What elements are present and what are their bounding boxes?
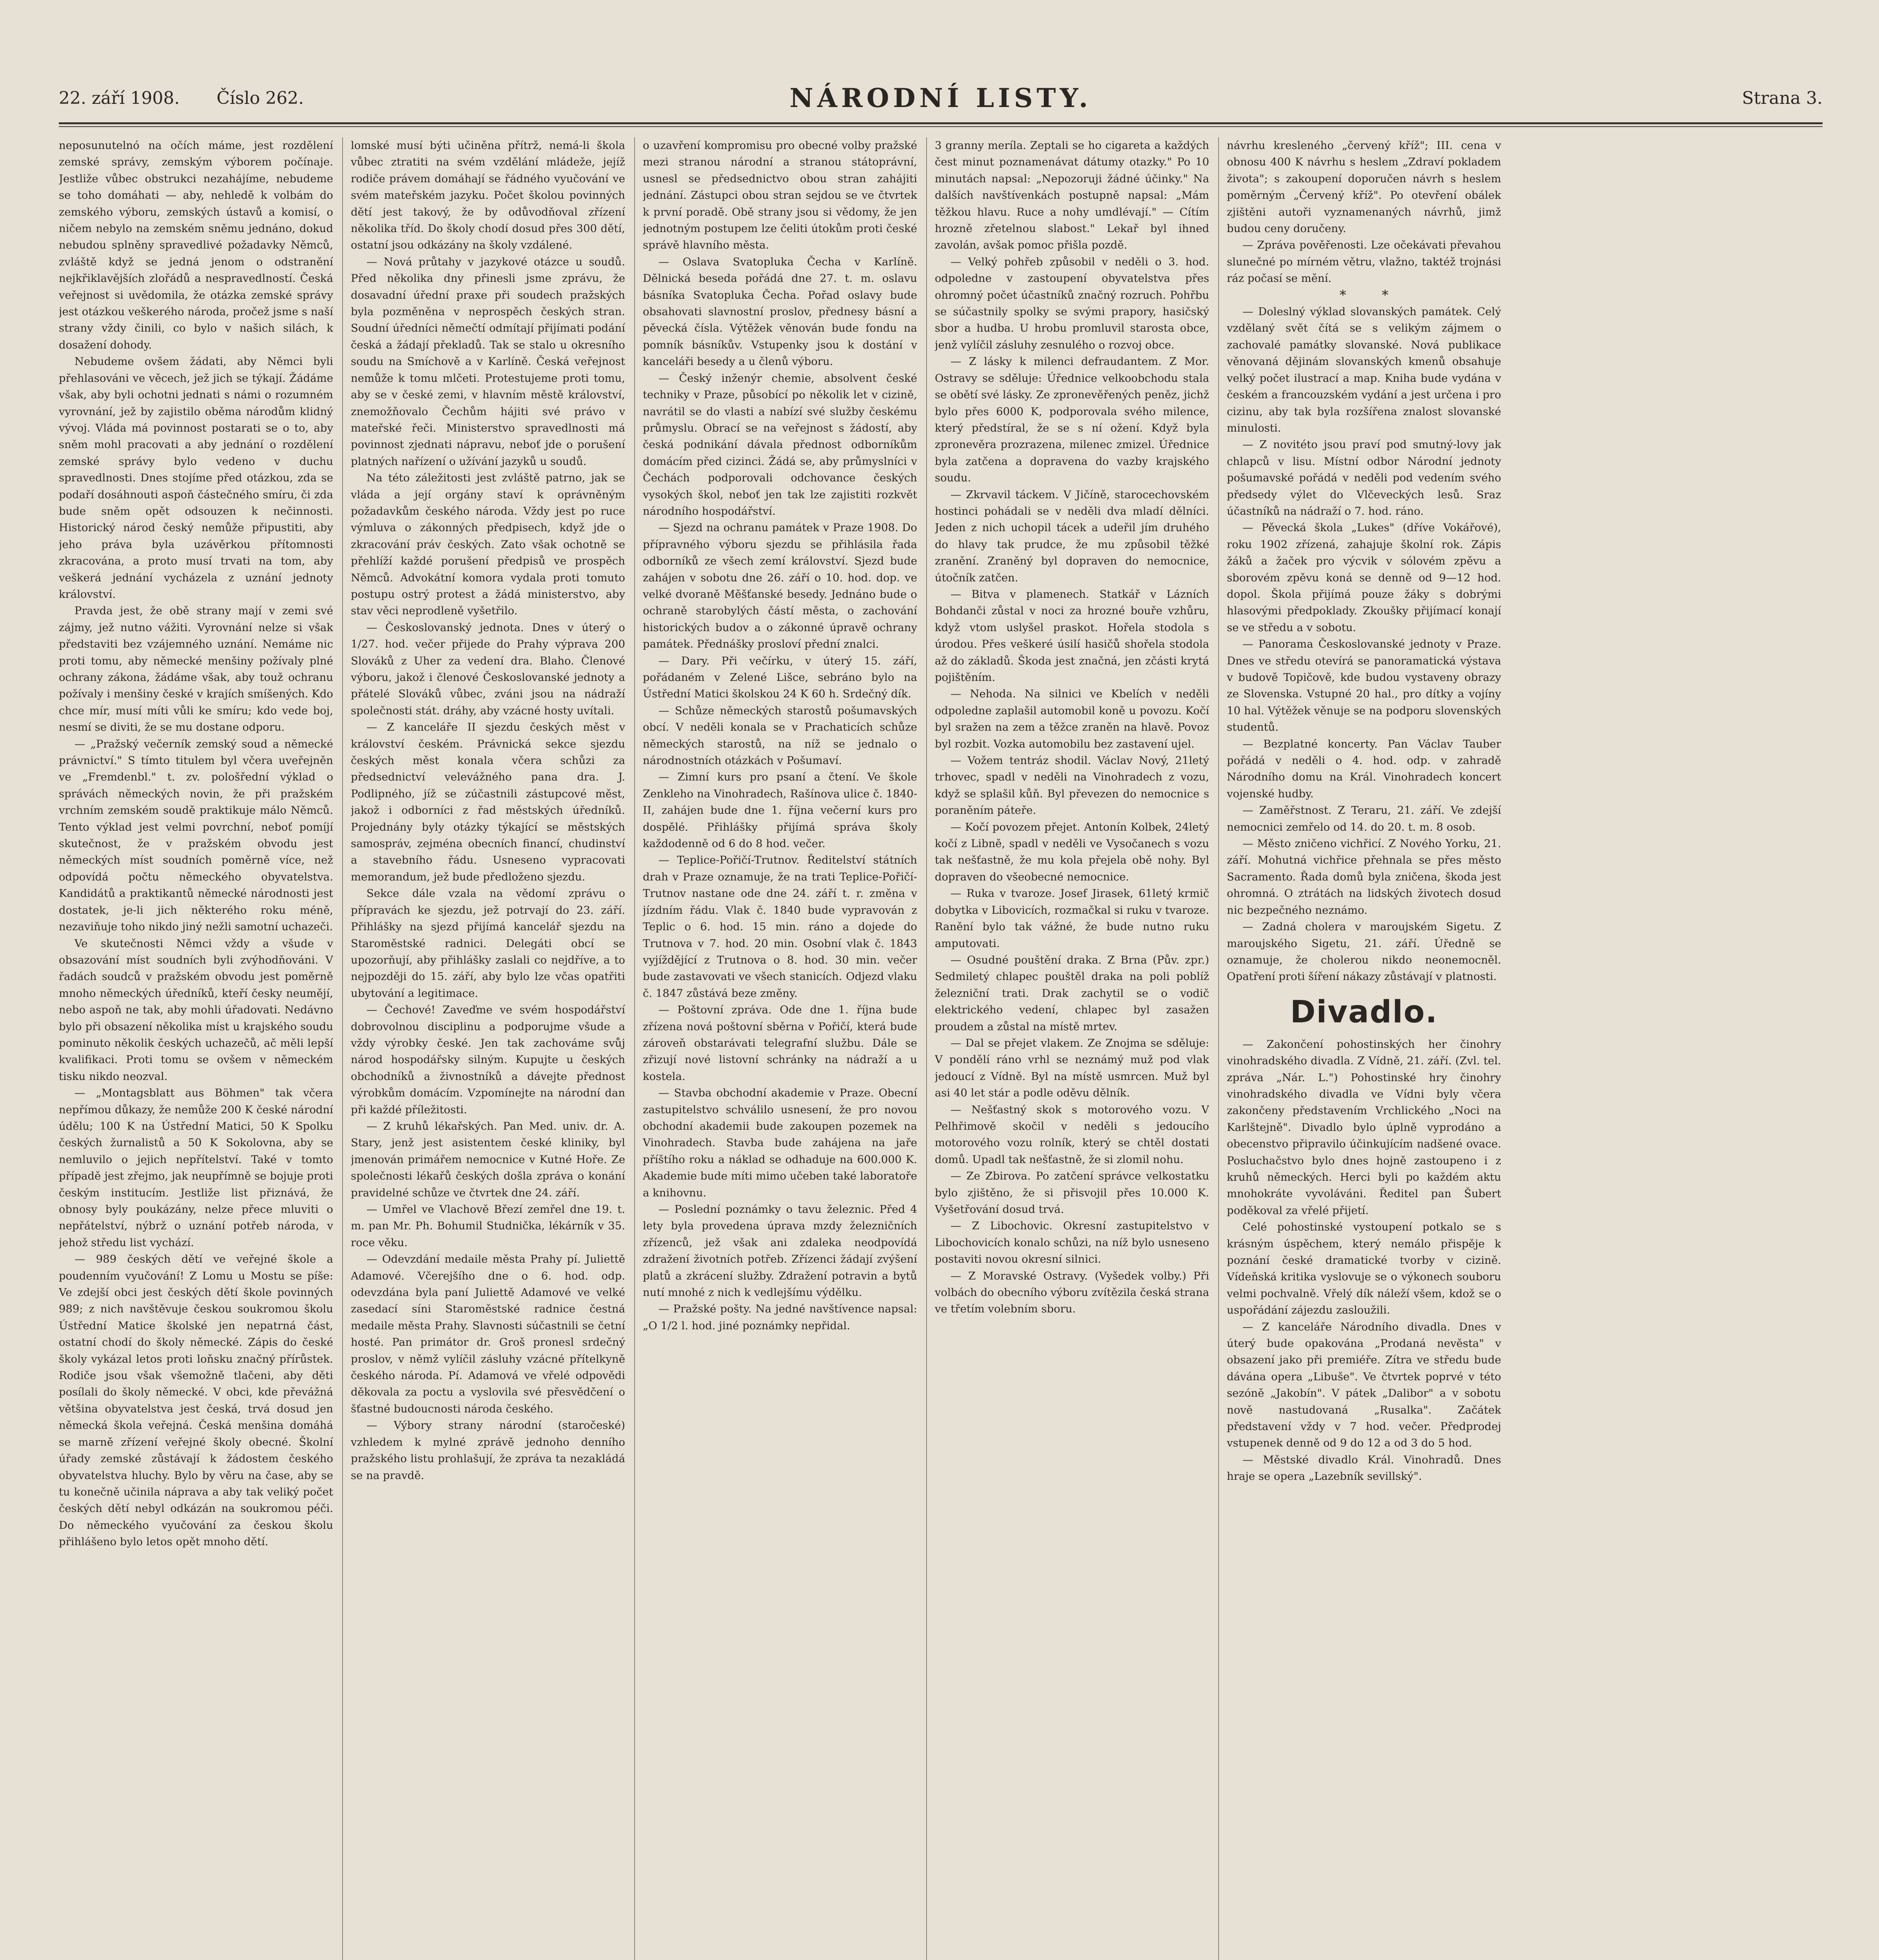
article-paragraph: — Dal se přejet vlakem. Ze Znojma se sděluje: V pondělí ráno vrhl se neznámý muž pod vlak jedoucí z Vídně. Byl na místě usmrcen. Muž byl asi 40 let stár a podle oděvu dělník.	[935, 1036, 1209, 1100]
article-paragraph: — Ruka v tvaroze. Josef Jirasek, 61letý krmič dobytka v Libovicích, rozmačkal si ruku v tvaroze. Ranění bylo tak vážné, že bude nutno ruku amputovati.	[935, 887, 1209, 950]
article-paragraph: — Z kruhů lékařských. Pan Med. univ. dr. A. Stary, jenž jest asistentem české kliniky, byl jmenován primářem nemocnice v Kutné Hoře. Ze společnosti lékařů českých došla zpráva o konání pravidelné schůze ve čtvrtek dne 24. září.	[351, 1120, 625, 1199]
page-header	[59, 80, 1823, 116]
column-3	[643, 137, 917, 1960]
column-divider	[1218, 137, 1219, 1960]
article-paragraph: — Z kanceláře II sjezdu českých měst v království českém. Právnická sekce sjezdu českých měst konala včera schůzi za předsednictví velevážného pana dra. J. Podlipného, jíž se zúčastnili zástupcové měst, jakož i odborníci z řad městských úředníků. Projednány byly otázky týkající se městských samospráv, zejména obecních financí, chudinství a stavebního řádu. Usneseno vypracovati memorandum, jež bude předloženo sjezdu.	[351, 721, 625, 883]
page-number: Strana 3.	[1742, 88, 1823, 108]
article-paragraph: o uzavření kompromisu pro obecné volby pražské mezi stranou národní a stranou státoprávní, usnesl se předsednictvo obou stran zahájiti jednání. Zástupci obou stran sejdou se ve čtvrtek k první poradě. Obě strany jsou si vědomy, že jen jednotným postupem lze čeliti útokům proti české správě hlavního města.	[643, 139, 917, 252]
article-paragraph: — Zimní kurs pro psaní a čtení. Ve škole Zenkleho na Vinohradech, Rašínova ulice č. 1840-II, zahájen bude dne 1. října večerní kurs pro dospělé. Přihlášky přijímá správa školy každodenně od 6 do 8 hod. večer.	[643, 771, 917, 850]
article-paragraph: — Město zničeno vichřicí. Z Nového Yorku, 21. září. Mohutná vichřice přehnala se přes město Sacramento. Řada domů byla zničena, škoda jest ohromná. O ztrátách na lidských životech dosud nic bezpečného neznámo.	[1227, 837, 1501, 916]
article-paragraph: — Poštovní zpráva. Ode dne 1. října bude zřízena nová poštovní sběrna v Pořičí, která bude zároveň obstarávati telegrafní službu. Dále se zřizují nové listovní schránky na nádraží a u kostela.	[643, 1004, 917, 1083]
article-paragraph: — Stavba obchodní akademie v Praze. Obecní zastupitelstvo schválilo usnesení, že pro novou obchodní akademii bude zakoupen pozemek na Vinohradech. Stavba bude zahájena na jaře příštího roku a náklad se odhaduje na 600.000 K. Akademie bude míti mimo učeben také laboratoře a knihovnu.	[643, 1087, 917, 1199]
article-paragraph: — Pěvecká škola „Lukes" (dříve Vokářové), roku 1902 zřízená, zahajuje školní rok. Zápis žáků a žaček pro výcvik v sólovém zpěvu a sborovém zpěvu koná se denně od 9—12 hod. dopol. Škola přijímá pouze žáky s dobrými hlasovými předpoklady. Zkoušky přijímací konají se ve středu a v sobotu.	[1227, 521, 1501, 634]
article-paragraph: — Oslava Svatopluka Čecha v Karlíně. Dělnická beseda pořádá dne 27. t. m. oslavu básníka Svatopluka Čecha. Pořad oslavy bude obsahovati slavnostní proslov, přednesy básní a pěvecká čísla. Výtěžek věnován bude fondu na pomník básníkův. Vstupenky jsou k dostání v kanceláři besedy a u členů výboru.	[643, 255, 917, 368]
article-paragraph: Nebudeme ovšem žádati, aby Němci byli přehlasováni ve věcech, jež jich se týkají. Žádáme však, aby byli ochotni jednati s námi o rozumném vyrovnání, jež by zajistilo oběma národům klidný vývoj. Vláda má povinnost postarati se o to, aby sněm mohl pracovati a aby jednání o rozdělení zemské správy bylo vedeno v duchu spravedlnosti. Dnes stojíme před otázkou, zda se podaří dosáhnouti aspoň částečného smíru, či zda bude sněm opět odsouzen k nečinnosti. Historický národ český nemůže připustiti, aby jeho práva byla uzávěrkou přítomnosti zkracována, a proto musí trvati na tom, aby veškerá jednání vycházela z uznání jednoty království.	[59, 355, 333, 601]
article-paragraph: neposunutelnó na očích máme, jest rozdělení zemské správy, zemským výborem počínaje. Jestliže vůbec obstrukci nezahájíme, nebudeme se toho domáhati — aby, nehledě k volbám do zemského výboru, zemských ústavů a komisí, o ničem nebylo na zemském sněmu jednáno, dokud nebudou splněny spravedlivé požadavky Němců, zvláště když se jedná jenom o odstranění nejkřiklavějších zlořádů a nespravedlností. Česká veřejnost si uvědomila, že otázka zemské správy jest otázkou veškerého národa, pročež jsme s naší strany vždy činili, co bylo v našich silách, k dosažení dohody.	[59, 139, 333, 351]
article-paragraph: — Panorama Českoslovanské jednoty v Praze. Dnes ve středu otevírá se panoramatická výstava v budově Topičově, kde budou vystaveny obrazy ze Slovenska. Vstupné 20 hal., pro dítky a vojíny 10 hal. Výtěžek věnuje se na podporu slovenských studentů.	[1227, 638, 1501, 734]
column-4	[935, 137, 1209, 1960]
article-paragraph: — Městské divadlo Král. Vinohradů. Dnes hraje se opera „Lazebník sevillský".	[1227, 1453, 1501, 1483]
article-paragraph: Pravda jest, že obě strany mají v zemi své zájmy, jež nutno vážiti. Vyrovnání nelze si však představiti bez vzájemného uznání. Nemáme nic proti tomu, aby německé menšiny požívaly plné ochrany zákona, žádáme však, aby touž ochranu požívaly i menšiny české v krajích smíšených. Kdo chce mír, musí míti vůli ke smíru; kdo vede boj, nesmí se diviti, že se mu dostane odporu.	[59, 604, 333, 734]
issue-number: Číslo 262.	[216, 88, 304, 108]
article-paragraph: — Z kanceláře Národního divadla. Dnes v úterý bude opakována „Prodaná nevěsta" v obsazení jako při premiéře. Zítra ve středu bude dávána opera „Libuše". Ve čtvrtek poprvé v této sezóně „Jakobín". V pátek „Dalibor" a v sobotu nově nastudovaná „Rusalka". Začátek představení vždy v 7 hod. večer. Předprodej vstupenek denně od 9 do 12 a od 3 do 5 hod.	[1227, 1320, 1501, 1450]
article-paragraph: — Zpráva pověřenosti. Lze očekávati převahou slunečné po mírném větru, vlažno, taktéž trojnási ráz počasí se mění.	[1227, 239, 1501, 285]
section-separator: * *	[1339, 287, 1404, 303]
article-paragraph: — Bezplatné koncerty. Pan Václav Tauber pořádá v neděli o 4. hod. odp. v zahradě Národního domu na Král. Vinohradech koncert vojenské hudby.	[1227, 737, 1501, 800]
article-paragraph: — Vožem tentráz shodil. Václav Nový, 21letý trhovec, spadl v neděli na Vinohradech z vozu, když se splašil kůň. Byl převezen do nemocnice s poraněním páteře.	[935, 754, 1209, 817]
article-paragraph: lomské musí býti učiněna přítrž, nemá-li škola vůbec ztratiti na svém vzdělání mládeže, jejíž rodiče právem domáhají se řádného vyučování ve svém mateřském jazyku. Počet školou povinných dětí jest takový, že by odůvodňoval zřízení několika tříd. Do školy chodí dosud přes 300 dětí, ostatní jsou odkázány na školy vzdálené.	[351, 139, 625, 252]
article-paragraph: Sekce dále vzala na vědomí zprávu o přípravách ke sjezdu, jež potrvají do 23. září. Přihlášky na sjezd přijímá kancelář sjezdu na Staroměstské radnici. Delegáti obcí se upozorňují, aby přihlášky zaslali co nejdříve, a to nejpozději do 15. září, aby bylo lze včas opatřiti ubytování a legitimace.	[351, 887, 625, 1000]
column-divider	[342, 137, 343, 1960]
issue-date: 22. září 1908.	[59, 88, 180, 108]
masthead-title: NÁRODNÍ LISTY.	[789, 83, 1092, 113]
article-paragraph: Na této záležitosti jest zvláště patrno, jak se vláda a její orgány staví k oprávněným požadavkům českého národa. Vždy jest po ruce výmluva o zákonných předpisech, když jde o zkracování práv českých. Zato však ochotně se přehlíží každé porušení předpisů ve prospěch Němců. Advokátní komora vydala proti tomuto postupu ostrý protest a žádá ministerstvo, aby stav věci neprodleně vyšetřilo.	[351, 472, 625, 617]
article-paragraph: — Ze Zbirova. Po zatčení správce velkostatku bylo zjištěno, že si přisvojil přes 10.000 K. Vyšetřování dosud trvá.	[935, 1170, 1209, 1216]
article-paragraph: — Schůze německých starostů pošumavských obcí. V neděli konala se v Prachaticích schůze německých starostů, na níž se jednalo o národnostních otázkách v Pošumaví.	[643, 704, 917, 767]
article-paragraph: — Výbory strany národní (staročeské) vzhledem k mylné zprávě jednoho denního pražského listu prohlašují, že zpráva ta nezakládá se na pravdě.	[351, 1419, 625, 1482]
column-1	[59, 137, 333, 1960]
column-5	[1227, 137, 1501, 1960]
article-paragraph: — Dary. Při večírku, v úterý 15. září, pořádaném v Zelené Lišce, sebráno bylo na Ústřední Matici školskou 24 K 60 h. Srdečný dík.	[643, 654, 917, 701]
article-paragraph: — Teplice-Pořičí-Trutnov. Ředitelství státních drah v Praze oznamuje, že na trati Teplice-Pořičí-Trutnov nastane ode dne 24. září t. r. změna v jízdním řádu. Vlak č. 1840 bude vypravován z Teplic o 6. hod. 15 min. ráno a dojede do Trutnova v 7. hod. 20 min. Osobní vlak č. 1843 vyjíždějící z Trutnova o 8. hod. 30 min. večer bude zastavovati ve všech stanicích. Odjezd vlaku č. 1847 zůstává beze změny.	[643, 854, 917, 1000]
article-paragraph: Ve skutečnosti Němci vždy a všude v obsazování míst soudních byli zvýhodňováni. V řadách soudců v pražském obvodu jest poměrně mnoho německých úředníků, kteří česky neumějí, nebo aspoň ne tak, aby mohli úřadovati. Nedávno bylo při obsazení několika míst u krajského soudu pominuto několik českých uchazečů, ač měli lepší kvalifikaci. Proti tomu se ovšem v německém tisku nikdo neozval.	[59, 937, 333, 1083]
article-paragraph: — „Montagsblatt aus Böhmen" tak včera nepřímou důkazy, že nemůže 200 K české národní údělu; 100 K na Ústřední Matici, 50 K Spolku českých žurnalistů a 50 K Sokolovna, aby se nemluvilo o jejich nepřítelství. Také v tomto případě jest zřejmo, jak neupřímně se bojuje proti českým institucím. Jestliže list přiznává, že obnosy byly poukázány, nelze přece mluviti o nepřátelství, nýbrž o uznání potřeb národa, v jehož středu list vychází.	[59, 1087, 333, 1249]
article-paragraph: — Zadná cholera v maroujském Sigetu. Z maroujského Sigetu, 21. září. Úředně se oznamuje, že cholerou nikdo neonemocněl. Opatření proti šíření nákazy zůstávají v platnosti.	[1227, 920, 1501, 983]
column-divider	[926, 137, 927, 1960]
column-2	[351, 137, 625, 1960]
article-paragraph: — Nešťastný skok s motorového vozu. V Pelhřimově skočil v neděli s jedoucího motorového vozu rolník, který se chtěl dostati domů. Upadl tak nešťastně, že si zlomil nohu.	[935, 1103, 1209, 1166]
article-paragraph: — 989 českých dětí ve veřejné škole a poudenním vyučování! Z Lomu u Mostu se píše: Ve zdejší obci jest českých dětí škole povinných 989; z nich navštěvuje českou soukromou školu Ústřední Matice školské jen nepatrná část, ostatní chodí do školy německé. Zápis do české školy vykázal letos proti loňsku značný přírůstek. Rodiče jsou však všemožně tlačeni, aby děti posílali do školy německé. V obci, kde převážná většina obyvatelstva jest česká, trvá dosud jen německá škola veřejná. Česká menšina domáhá se marně zřízení veřejné školy obecné. Školní úřady zemské zůstávají k žádostem českého obyvatelstva hluchy. Bylo by věru na čase, aby se tu konečně učinila náprava a aby tak veliký počet českých dětí nebyl odkázán na soukromou péči. Do německého vyučování za českou školu přihlášeno bylo letos opět mnoho dětí.	[59, 1253, 333, 1548]
article-paragraph: — Kočí povozem přejet. Antonín Kolbek, 24letý kočí z Libně, spadl v neděli ve Vysočanech s vozu tak nešťastně, že mu kola přejela obě nohy. Byl dopraven do všeobecné nemocnice.	[935, 820, 1209, 883]
article-paragraph: — Velký pohřeb způsobil v neděli o 3. hod. odpoledne v zastoupení obyvatelstva přes ohromný počet účastníků značný rozruch. Pohřbu se súčastnily spolky se svými prapory, hasičský sbor a hudba. U hrobu promluvil starosta obce, jenž vylíčil zásluhy zesnulého o rozvoj obce.	[935, 255, 1209, 351]
article-paragraph: — „Pražský večerník zemský soud a německé právnictví." S tímto titulem byl včera uveřejněn ve „Fremdenbl." t. zv. pološřední výklad o správách německých novin, že při pražském vrchním zemském soudě praktikuje málo Němců. Tento výklad jest velmi povrchní, neboť pomíjí skutečnost, že v pražském obvodu jest německých míst soudních poměrně více, než odpovídá počtu německého obyvatelstva. Kandidátů a praktikantů německé národnosti jest dostatek, je-li jich některého roku méně, nezaviňuje toho nikdo jiný nežli samotní uchazeči.	[59, 737, 333, 933]
article-paragraph: návrhu kresleného „červený kříž"; III. cena v obnosu 400 K návrhu s heslem „Zdraví pokladem života"; s zakoupení doporučen návrh s heslem poměrným „Červený kříž". Po otevření obálek zjištěni autoři vyznamenaných návrhů, jimž budou ceny doručeny.	[1227, 139, 1501, 235]
article-paragraph: — Z lásky k milenci defraudantem. Z Mor. Ostravy se sděluje: Úřednice velkoobchodu stala se obětí své lásky. Ze zpronevěřených peněz, jichž bylo přes 6000 K, podporovala svého milence, který předstíral, že se s ní ožení. Když byla zpronevěra prozrazena, milenec zmizel. Úřednice byla zatčena a dopravena do vazby krajského soudu.	[935, 355, 1209, 485]
section-heading-divadlo: Divadlo.	[1290, 994, 1438, 1030]
article-paragraph: — Pražské pošty. Na jedné navštívence napsal: „O 1/2 l. hod. jiné poznámky nepřidal.	[643, 1303, 917, 1332]
article-paragraph: — Z novitéto jsou praví pod smutný-lovy jak chlapců v lisu. Místní odbor Národní jednoty pošumavské pořádá v neděli pod vedením svého předsedy výlet do Vlčeveckých lesů. Sraz účastníků na nádraží o 7. hod. ráno.	[1227, 438, 1501, 517]
article-paragraph: — Poslední poznámky o tavu železnic. Před 4 lety byla provedena úprava mzdy železničních zřízenců, jež však ani zdaleka neodpovídá zdražení životních potřeb. Zřízenci žádají zvýšení platů a zkrácení služby. Zdražení potravin a bytů nutí mnohé z nich k vedlejšímu výdělku.	[643, 1203, 917, 1299]
article-paragraph: — Odevzdání medaile města Prahy pí. Juliettě Adamové. Včerejšího dne o 6. hod. odp. odevzdána byla paní Juliettě Adamové ve velké zasedací síni Staroměstské radnice čestná medaile města Prahy. Slavnosti súčastnili se četní hosté. Pan primátor dr. Groš pronesl srdečný proslov, v němž vylíčil zásluhy vzácné přítelkyně českého národa. Pí. Adamová ve vřelé odpovědi děkovala za poctu a vyslovila své přesvědčení o šťastné budoucnosti národa českého.	[351, 1253, 625, 1415]
article-paragraph: — Umřel ve Vlachově Březí zemřel dne 19. t. m. pan Mr. Ph. Bohumil Studnička, lékárník v 35. roce věku.	[351, 1203, 625, 1249]
article-paragraph: — Osudné pouštění draka. Z Brna (Pův. zpr.) Sedmiletý chlapec pouštěl draka na poli poblíž železniční trati. Drak zachytil se o vodič elektrického vedení, chlapec byl zasažen proudem a zůstal na místě mrtev.	[935, 953, 1209, 1033]
article-paragraph: Celé pohostinské vystoupení potkalo se s krásným úspěchem, který nemálo přispěje k poznání české dramatické tvorby v cizině. Vídeňská kritika vyslovuje se o výkonech souboru velmi pochvalně. Vřelý dík náleží všem, kdož se o uspořádání zájezdu zasloužili.	[1227, 1221, 1501, 1317]
article-paragraph: — Čechové! Zaveďme ve svém hospodářství dobrovolnou disciplinu a podporujme všude a vždy výrobky české. Jen tak zachováme svůj národ hospodářsky silným. Kupujte u českých obchodníků a živnostníků a dávejte přednost výrobkům domácím. Vzpomínejte na národní dan při každé příležitosti.	[351, 1004, 625, 1116]
article-paragraph: — Zaměřstnost. Z Teraru, 21. září. Ve zdejší nemocnici zemřelo od 14. do 20. t. m. 8 osob.	[1227, 804, 1501, 833]
article-paragraph: — Nehoda. Na silnici ve Kbelích v neděli odpoledne zaplašil automobil koně u povozu. Kočí byl sražen na zem a těžce zraněn na hlavě. Povoz byl rozbit. Vozka automobilu bez zastavení ujel.	[935, 688, 1209, 750]
article-paragraph: — Nová průtahy v jazykové otázce u soudů. Před několika dny přinesli jsme zprávu, že dosavadní úřední praxe při soudech pražských byla pozměněna v neprospěch českých stran. Soudní úředníci němečtí odmítají přijímati podání česká a žádají překladů. Tak se stalo u okresního soudu na Smíchově a v Karlíně. Česká veřejnost nemůže k tomu mlčeti. Protestujeme proti tomu, aby se v české zemi, v hlavním městě království, znemožňovalo Čechům hájiti své právo v mateřské řeči. Ministerstvo spravedlnosti má povinnost zjednati nápravu, neboť jde o porušení platných nařízení o užívání jazyků u soudů.	[351, 255, 625, 468]
article-paragraph: — Českoslovanský jednota. Dnes v úterý o 1/27. hod. večer přijede do Prahy výprava 200 Slováků z Uher za vedení dra. Blaho. Členové výboru, jakož i členové Českoslovanské jednoty a přátelé Slováků vůbec, zváni jsou na nádraží společnosti stát. dráhy, aby vzácné hosty uvítali.	[351, 621, 625, 717]
header-rule	[59, 122, 1823, 124]
article-paragraph: — Doleslný výklad slovanských památek. Celý vzdělaný svět čítá se s velikým zájmem o zachovalé památky slovanské. Nová publikace věnovaná dějinám slovanských kmenů obsahuje velký počet ilustrací a map. Kniha bude vydána v českém a francouzském vydání a jest určena i pro cizinu, aby tak byla rozšířena znalost slovanské minulosti.	[1227, 305, 1501, 434]
article-paragraph: — Zkrvavil táckem. V Jičíně, starocechovském hostinci pohádali se v neděli dva mladí dělníci. Jeden z nich uchopil tácek a udeřil jím druhého do hlavy tak prudce, že mu způsobil těžké zranění. Zraněný byl dopraven do nemocnice, útočník zatčen.	[935, 488, 1209, 584]
article-paragraph: 3 granny meríla. Zeptali se ho cigareta a každých čest minut poznamenávat dátumy otazky." Po 10 minutách napsal: „Nepozoruji žádné účinky." Na dalších navštívenkách postupně napsal: „Mám těžkou hlavu. Ruce a nohy umdlévají." — Cítím hrozně zřetelnou slabost." Lekař byl ihned zavolán, avšak pomoc přišla pozdě.	[935, 139, 1209, 252]
column-divider	[634, 137, 635, 1960]
article-paragraph: — Z Moravské Ostravy. (Vyšedek volby.) Při volbách do obecního výboru zvítězila česká strana ve třetím volebním sboru.	[935, 1269, 1209, 1316]
article-paragraph: — Bitva v plamenech. Statkář v Lázních Bohdanči zůstal v noci za hrozné bouře vzhůru, když vtom uslyšel praskot. Hořela stodola s úrodou. Přes veškeré úsilí hasičů shořela stodola až do základů. Škoda jest značná, jen zčásti krytá pojištěním.	[935, 588, 1209, 684]
article-paragraph: — Český inženýr chemie, absolvent české techniky v Praze, působící po několik let v cizině, navrátil se do vlasti a nabízí své služby českému průmyslu. Obrací se na veřejnost s žádostí, aby česká podnikání dávala přednost odborníkům domácím před cizinci. Žádá se, aby průmyslníci v Čechách podporovali odchovance českých vysokých škol, neboť jen tak lze zajistiti rozkvět národního hospodářství.	[643, 372, 917, 517]
header-rule-thin	[59, 126, 1823, 127]
article-paragraph: — Z Libochovic. Okresní zastupitelstvo v Libochovicích konalo schůzi, na níž bylo usneseno postaviti novou okresní silnici.	[935, 1220, 1209, 1266]
article-paragraph: — Zakončení pohostinských her činohry vinohradského divadla. Z Vídně, 21. září. (Zvl. tel. zpráva „Nár. L.") Pohostinské hry činohry vinohradského divadla ve Vídni byly včera zakončeny představením Vrchlického „Noci na Karlštejně". Divadlo bylo úplně vyprodáno a obecenstvo připravilo účinkujícím nadšené ovace. Posluchačstvo bylo dnes hojně zastoupeno i z kruhů německých. Herci byli po každém aktu mnohokráte vyvoláváni. Ředitel pan Šubert poděkoval za vřelé přijetí.	[1227, 1038, 1501, 1217]
article-paragraph: — Sjezd na ochranu památek v Praze 1908. Do přípravného výboru sjezdu se přihlásila řada odborníků ze všech zemí království. Sjezd bude zahájen v sobotu dne 26. září o 10. hod. dop. ve velké dvoraně Měšťanské besedy. Jednáno bude o ochraně starobylých částí města, o zachování historických budov a o zákonné úpravě ochrany památek. Přednášky prosloví přední znalci.	[643, 521, 917, 651]
